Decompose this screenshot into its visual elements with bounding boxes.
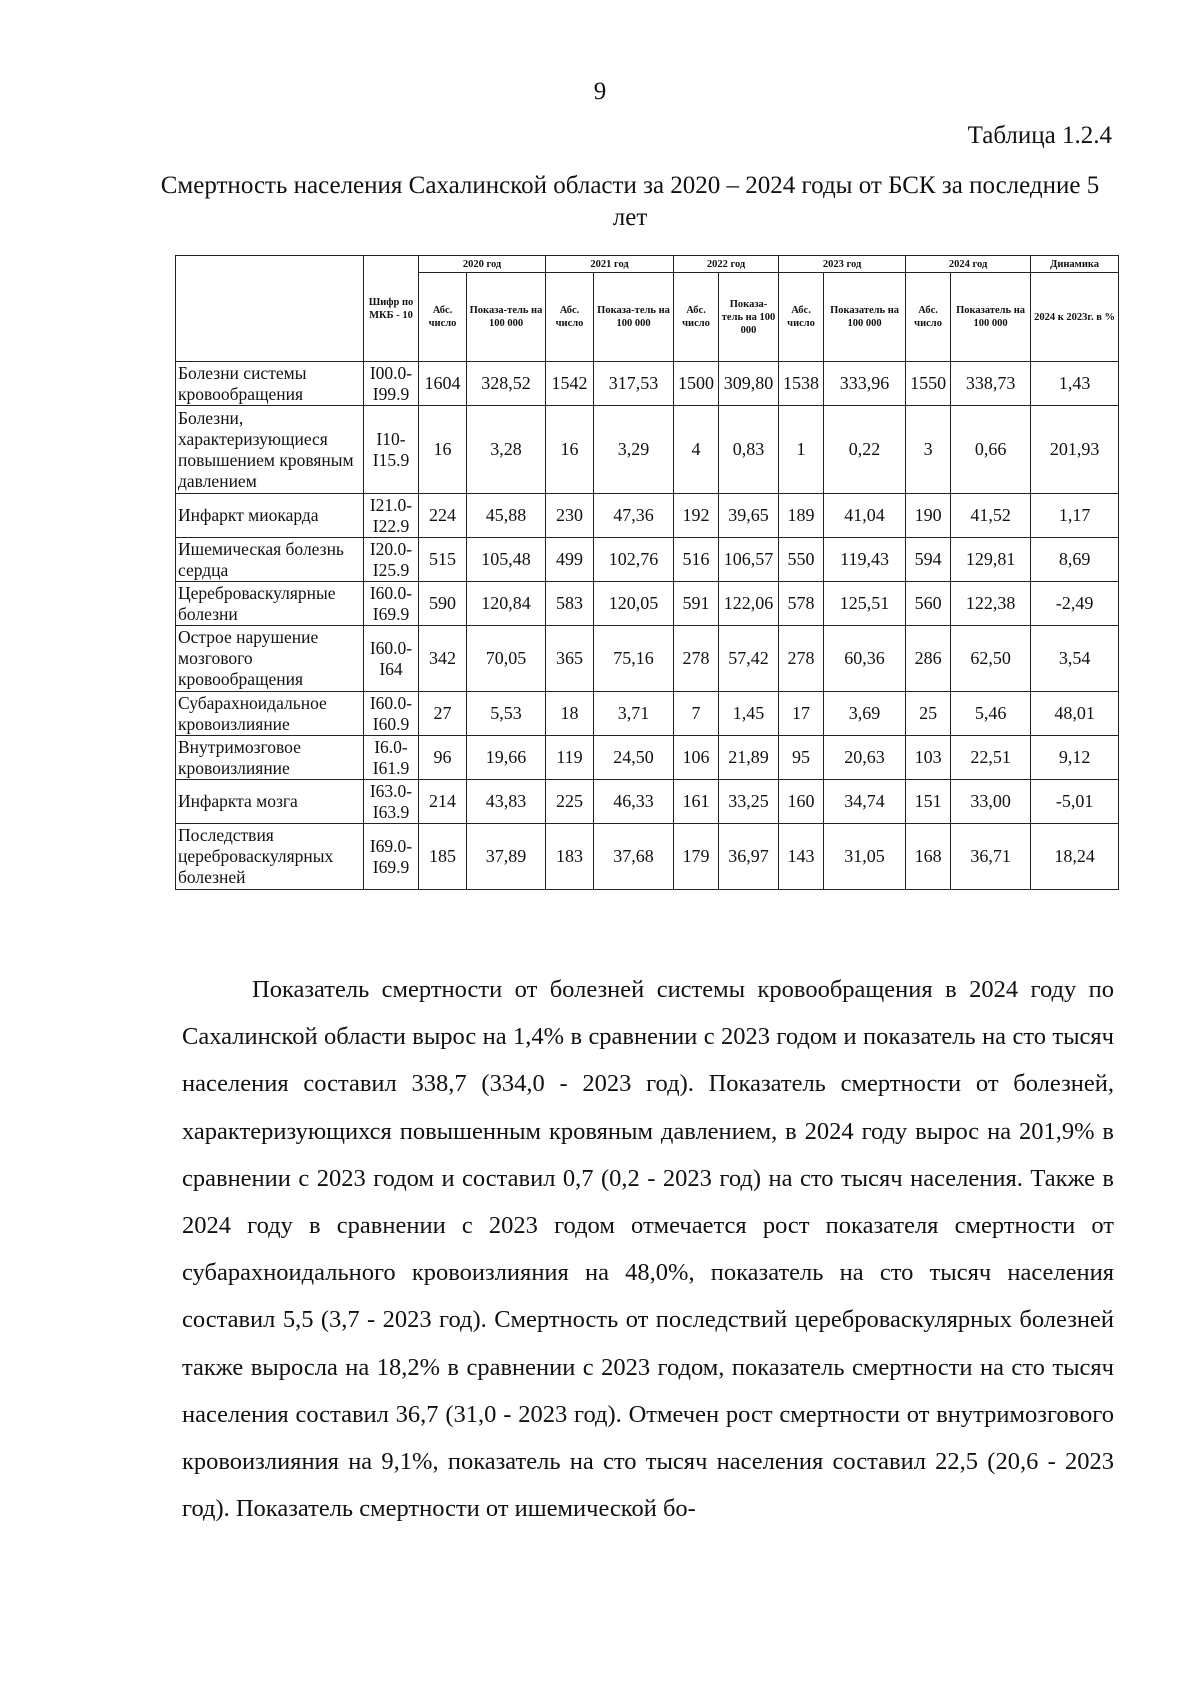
rate-header: Показа-тель на 100 000 [467, 273, 546, 362]
year-header: 2023 год [779, 256, 906, 273]
rate-cell: 36,71 [951, 824, 1031, 890]
row-code: I6.0-I61.9 [364, 736, 419, 780]
year-header-row [176, 256, 1119, 273]
rate-cell: 20,63 [824, 736, 906, 780]
rate-cell: 33,25 [719, 780, 779, 824]
row-name: Инфаркта мозга [176, 780, 364, 824]
rate-cell: 338,73 [951, 362, 1031, 406]
abs-cell: 560 [906, 582, 951, 626]
row-name: Цереброваскулярные болезни [176, 582, 364, 626]
year-header: 2024 год [906, 256, 1031, 273]
abs-cell: 278 [779, 626, 824, 692]
abs-cell: 160 [779, 780, 824, 824]
abs-cell: 591 [674, 582, 719, 626]
abs-cell: 1550 [906, 362, 951, 406]
rate-cell: 333,96 [824, 362, 906, 406]
abs-cell: 27 [419, 692, 467, 736]
abs-cell: 3 [906, 406, 951, 494]
rate-header: Показа-тель на 100 000 [719, 273, 779, 362]
paragraph: Показатель смертности от болезней системы кровообращения в 2024 году по Сахалинской области вырос на 1,4% в сравнении с 2023 годом и показатель на сто тысяч населения составил 338,7 (334,0 - 2023 год). Показатель смертности от болезней, характеризующихся повышенным кровяным давлением, в 2024 году вырос на 201,9% в сравнении с 2023 годом и составил 0,7 (0,2 - 2023 год) на сто тысяч населения. Также в 2024 году в сравнении с 2023 годом отмечается рост показателя смертности от субарахноидального кровоизлияния на 48,0%, показатель на сто тысяч населения составил 5,5 (3,7 - 2023 год). Смертность от последствий цереброваскулярных болезней также выросла на 18,2% в сравнении с 2023 годом, показатель смертности на сто тысяч населения составил 36,7 (31,0 - 2023 год). Отмечен рост смертности от внутримозгового кровоизлияния на 9,1%, показатель на сто тысяч населения составил 22,5 (20,6 - 2023 год). Показатель смертности от ишемической бо- [182, 976, 1114, 1523]
abs-cell: 179 [674, 824, 719, 890]
abs-cell: 119 [546, 736, 594, 780]
abs-cell: 18 [546, 692, 594, 736]
rate-cell: 125,51 [824, 582, 906, 626]
rate-cell: 45,88 [467, 494, 546, 538]
rate-cell: 120,05 [594, 582, 674, 626]
abs-cell: 17 [779, 692, 824, 736]
rate-cell: 34,74 [824, 780, 906, 824]
abs-cell: 16 [546, 406, 594, 494]
abs-cell: 225 [546, 780, 594, 824]
row-name: Инфаркт миокарда [176, 494, 364, 538]
table-body [176, 362, 1119, 890]
table-row [176, 582, 1119, 626]
abs-cell: 96 [419, 736, 467, 780]
table-row [176, 692, 1119, 736]
table-row [176, 494, 1119, 538]
rate-cell: 1,45 [719, 692, 779, 736]
row-name: Болезни системы кровообращения [176, 362, 364, 406]
abs-cell: 590 [419, 582, 467, 626]
abs-cell: 168 [906, 824, 951, 890]
rate-cell: 41,52 [951, 494, 1031, 538]
rate-cell: 122,06 [719, 582, 779, 626]
dynamics-cell: 18,24 [1031, 824, 1119, 890]
rate-cell: 120,84 [467, 582, 546, 626]
abs-cell: 578 [779, 582, 824, 626]
year-header: 2021 год [546, 256, 674, 273]
rate-cell: 3,29 [594, 406, 674, 494]
abs-cell: 499 [546, 538, 594, 582]
row-code: I60.0-I60.9 [364, 692, 419, 736]
rate-cell: 122,38 [951, 582, 1031, 626]
abs-cell: 224 [419, 494, 467, 538]
rate-cell: 119,43 [824, 538, 906, 582]
abs-cell: 103 [906, 736, 951, 780]
abs-cell: 106 [674, 736, 719, 780]
table-row [176, 780, 1119, 824]
abs-cell: 143 [779, 824, 824, 890]
abs-cell: 161 [674, 780, 719, 824]
rate-cell: 43,83 [467, 780, 546, 824]
rate-cell: 106,57 [719, 538, 779, 582]
abs-cell: 278 [674, 626, 719, 692]
abs-cell: 342 [419, 626, 467, 692]
year-header: 2022 год [674, 256, 779, 273]
mortality-table [175, 255, 1119, 890]
rate-cell: 3,71 [594, 692, 674, 736]
abs-cell: 583 [546, 582, 594, 626]
rate-cell: 102,76 [594, 538, 674, 582]
dynamics-cell: 1,43 [1031, 362, 1119, 406]
abs-cell: 214 [419, 780, 467, 824]
rate-header: Показа-тель на 100 000 [594, 273, 674, 362]
abs-cell: 515 [419, 538, 467, 582]
rate-cell: 3,69 [824, 692, 906, 736]
abs-header: Абс. число [779, 273, 824, 362]
abs-cell: 25 [906, 692, 951, 736]
rate-cell: 33,00 [951, 780, 1031, 824]
abs-cell: 286 [906, 626, 951, 692]
name-header-cell [176, 256, 364, 362]
dynamics-cell: -2,49 [1031, 582, 1119, 626]
dynamics-cell: 48,01 [1031, 692, 1119, 736]
year-header: 2020 год [419, 256, 546, 273]
rate-cell: 0,66 [951, 406, 1031, 494]
rate-cell: 31,05 [824, 824, 906, 890]
rate-cell: 317,53 [594, 362, 674, 406]
abs-cell: 230 [546, 494, 594, 538]
row-name: Ишемическая болезнь сердца [176, 538, 364, 582]
dynamics-cell: 8,69 [1031, 538, 1119, 582]
abs-cell: 1542 [546, 362, 594, 406]
abs-header: Абс. число [546, 273, 594, 362]
table-row [176, 626, 1119, 692]
rate-cell: 0,83 [719, 406, 779, 494]
row-name: Субарахноидальное кровоизлияние [176, 692, 364, 736]
abs-cell: 190 [906, 494, 951, 538]
rate-cell: 37,68 [594, 824, 674, 890]
page-number: 9 [593, 78, 607, 105]
rate-cell: 24,50 [594, 736, 674, 780]
abs-cell: 95 [779, 736, 824, 780]
rate-cell: 19,66 [467, 736, 546, 780]
dynamics-cell: 1,17 [1031, 494, 1119, 538]
abs-cell: 365 [546, 626, 594, 692]
abs-header: Абс. число [906, 273, 951, 362]
rate-cell: 39,65 [719, 494, 779, 538]
row-code: I60.0-I69.9 [364, 582, 419, 626]
rate-cell: 36,97 [719, 824, 779, 890]
table-row [176, 538, 1119, 582]
dynamics-header: Динамика [1031, 256, 1119, 273]
rate-cell: 37,89 [467, 824, 546, 890]
dynamics-cell: 9,12 [1031, 736, 1119, 780]
abs-cell: 1604 [419, 362, 467, 406]
row-code: I63.0-I63.9 [364, 780, 419, 824]
abs-cell: 1500 [674, 362, 719, 406]
rate-cell: 5,46 [951, 692, 1031, 736]
rate-cell: 57,42 [719, 626, 779, 692]
rate-cell: 105,48 [467, 538, 546, 582]
rate-cell: 0,22 [824, 406, 906, 494]
abs-cell: 550 [779, 538, 824, 582]
abs-header: Абс. число [419, 273, 467, 362]
rate-cell: 62,50 [951, 626, 1031, 692]
dynamics-cell: 201,93 [1031, 406, 1119, 494]
rate-cell: 5,53 [467, 692, 546, 736]
abs-cell: 183 [546, 824, 594, 890]
row-name: Внутримозговое кровоизлияние [176, 736, 364, 780]
row-code: I20.0-I25.9 [364, 538, 419, 582]
abs-header: Абс. число [674, 273, 719, 362]
abs-cell: 151 [906, 780, 951, 824]
row-code: I69.0-I69.9 [364, 824, 419, 890]
dynamics-cell: -5,01 [1031, 780, 1119, 824]
body-text [182, 966, 1114, 1532]
table-row [176, 362, 1119, 406]
rate-cell: 41,04 [824, 494, 906, 538]
abs-cell: 7 [674, 692, 719, 736]
code-header: Шифр по МКБ - 10 [364, 256, 419, 362]
abs-cell: 594 [906, 538, 951, 582]
rate-cell: 3,28 [467, 406, 546, 494]
abs-cell: 4 [674, 406, 719, 494]
dynamics-cell: 3,54 [1031, 626, 1119, 692]
rate-cell: 47,36 [594, 494, 674, 538]
row-code: I21.0-I22.9 [364, 494, 419, 538]
rate-cell: 70,05 [467, 626, 546, 692]
abs-cell: 516 [674, 538, 719, 582]
dynamics-subheader: 2024 к 2023г. в % [1031, 273, 1119, 362]
row-name: Последствия цереброваскулярных болезней [176, 824, 364, 890]
rate-cell: 328,52 [467, 362, 546, 406]
rate-cell: 46,33 [594, 780, 674, 824]
abs-cell: 1 [779, 406, 824, 494]
table-title: Смертность населения Сахалинской области за 2020 – 2024 годы от БСК за последние 5 лет [160, 172, 1100, 231]
table-row [176, 824, 1119, 890]
rate-cell: 75,16 [594, 626, 674, 692]
abs-cell: 192 [674, 494, 719, 538]
row-code: I60.0-I64 [364, 626, 419, 692]
rate-cell: 309,80 [719, 362, 779, 406]
rate-cell: 22,51 [951, 736, 1031, 780]
table-row [176, 406, 1119, 494]
row-code: I00.0-I99.9 [364, 362, 419, 406]
abs-cell: 189 [779, 494, 824, 538]
rate-cell: 129,81 [951, 538, 1031, 582]
row-code: I10-I15.9 [364, 406, 419, 494]
rate-header: Показатель на 100 000 [951, 273, 1031, 362]
row-name: Острое нарушение мозгового кровообращения [176, 626, 364, 692]
table-row [176, 736, 1119, 780]
row-name: Болезни, характеризующиеся повышением кровяным давлением [176, 406, 364, 494]
rate-header: Показатель на 100 000 [824, 273, 906, 362]
rate-cell: 60,36 [824, 626, 906, 692]
abs-cell: 185 [419, 824, 467, 890]
table-label: Таблица 1.2.4 [967, 122, 1112, 149]
abs-cell: 1538 [779, 362, 824, 406]
abs-cell: 16 [419, 406, 467, 494]
rate-cell: 21,89 [719, 736, 779, 780]
